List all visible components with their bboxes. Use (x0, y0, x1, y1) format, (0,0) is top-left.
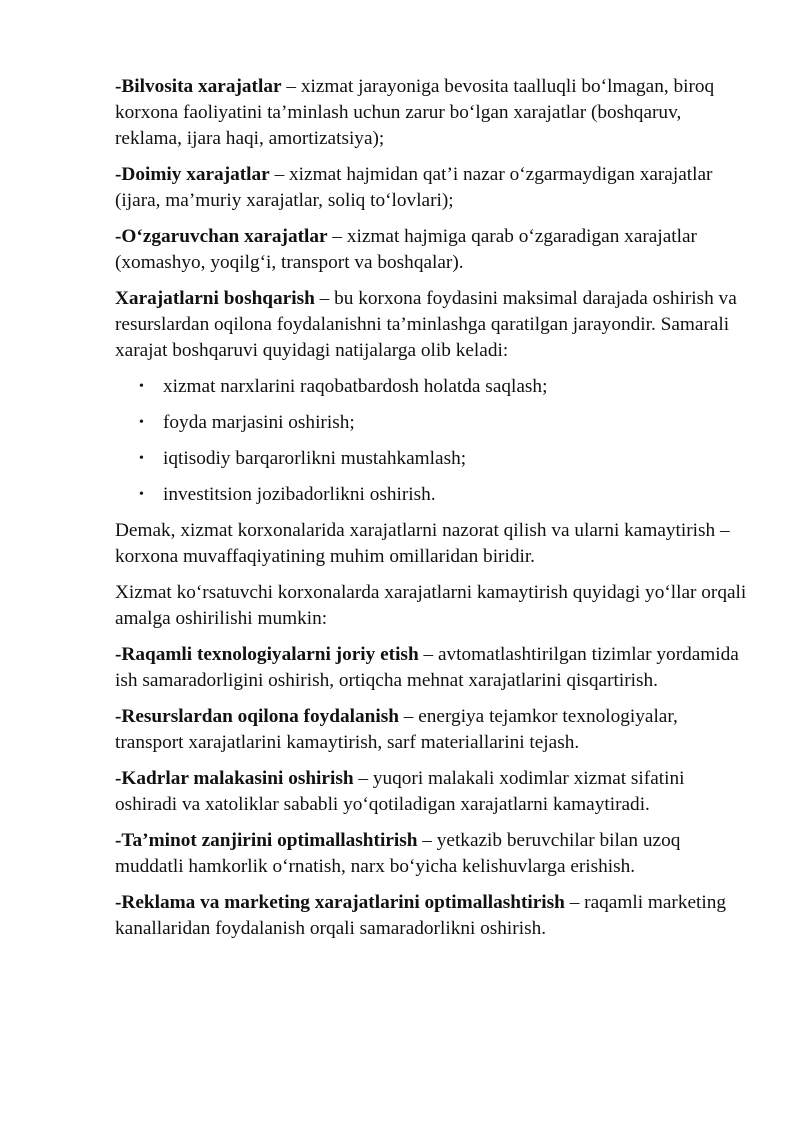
paragraph-digital-tech (115, 642, 747, 694)
paragraph-text: – xizmat hajmidan qat’i nazar o‘zgarmaydigan xarajatlar (ijara, ma’muriy xarajatlar, soliq to‘lovlari); (115, 164, 713, 211)
list-item-text: xizmat narxlarini raqobatbardosh holatda saqlash; (163, 376, 548, 397)
term-label: -Raqamli texnologiyalarni joriy etish (115, 644, 419, 665)
paragraph-text: – xizmat jarayoniga bevosita taalluqli bo‘lmagan, biroq korxona faoliyatini ta’minlash uchun zarur bo‘lgan xarajatlar (boshqaruv, reklama, ijara haqi, amortizatsiya); (115, 76, 715, 149)
list-item (115, 410, 747, 436)
document-page (115, 74, 747, 952)
bullet-icon: • (139, 487, 144, 502)
bullet-icon: • (139, 379, 144, 394)
term-label: -Reklama va marketing xarajatlarini optimallashtirish (115, 892, 565, 913)
list-item-text: foyda marjasini oshirish; (163, 412, 355, 433)
paragraph-text: – xizmat hajmiga qarab o‘zgaradigan xarajatlar (xomashyo, yoqilg‘i, transport va boshqalar). (115, 226, 697, 273)
term-label: -Ta’minot zanjirini optimallashtirish (115, 830, 418, 851)
term-label: -Resurslardan oqilona foydalanish (115, 706, 399, 727)
paragraph-text: – raqamli marketing kanallaridan foydalanish orqali samaradorlikni oshirish. (115, 892, 727, 939)
bullet-icon: • (139, 451, 144, 466)
paragraph-text: – avtomatlashtirilgan tizimlar yordamida ish samaradorligini oshirish, ortiqcha mehnat xarajatlarini qisqartirish. (115, 644, 739, 691)
paragraph-text: – bu korxona foydasini maksimal darajada oshirish va resurslardan oqilona foydalanishni ta’minlashga qaratilgan jarayondir. Samarali xarajat boshqaruvi quyidagi natijalarga olib keladi: (115, 288, 737, 361)
list-item (115, 374, 747, 400)
paragraph-cost-management (115, 286, 747, 364)
term-label: -Kadrlar malakasini oshirish (115, 768, 354, 789)
list-item-text: iqtisodiy barqarorlikni mustahkamlash; (163, 448, 467, 469)
term-label: -Bilvosita xarajatlar (115, 76, 282, 97)
paragraph-marketing (115, 890, 747, 942)
list-item (115, 482, 747, 508)
paragraph-variable-costs (115, 224, 747, 276)
term-label: -O‘zgaruvchan xarajatlar (115, 226, 328, 247)
paragraph-resources (115, 704, 747, 756)
list-item-text: investitsion jozibadorlikni oshirish. (163, 484, 436, 505)
list-item (115, 446, 747, 472)
paragraph-text: – yetkazib beruvchilar bilan uzoq muddatli hamkorlik o‘rnatish, narx bo‘yicha kelishuvlarga erishish. (115, 830, 681, 877)
paragraph-supply-chain (115, 828, 747, 880)
paragraph-staff-skills (115, 766, 747, 818)
term-label: Xarajatlarni boshqarish (115, 288, 315, 309)
paragraph-text: – energiya tejamkor texnologiyalar, transport xarajatlarini kamaytirish, sarf materiallarini tejash. (115, 706, 678, 753)
bullet-icon: • (139, 415, 144, 430)
results-list (115, 374, 747, 508)
term-label: -Doimiy xarajatlar (115, 164, 270, 185)
paragraph-text: – yuqori malakali xodimlar xizmat sifatini oshiradi va xatoliklar sababli yo‘qotiladigan xarajatlarni kamaytiradi. (115, 768, 685, 815)
paragraph-indirect-costs (115, 74, 747, 152)
paragraph-fixed-costs (115, 162, 747, 214)
paragraph-ways-intro: Xizmat ko‘rsatuvchi korxonalarda xarajatlarni kamaytirish quyidagi yo‘llar orqali amalga oshirilishi mumkin: (115, 582, 747, 629)
paragraph-conclusion: Demak, xizmat korxonalarida xarajatlarni nazorat qilish va ularni kamaytirish – korxona muvaffaqiyatining muhim omillaridan biridir. (115, 520, 730, 567)
